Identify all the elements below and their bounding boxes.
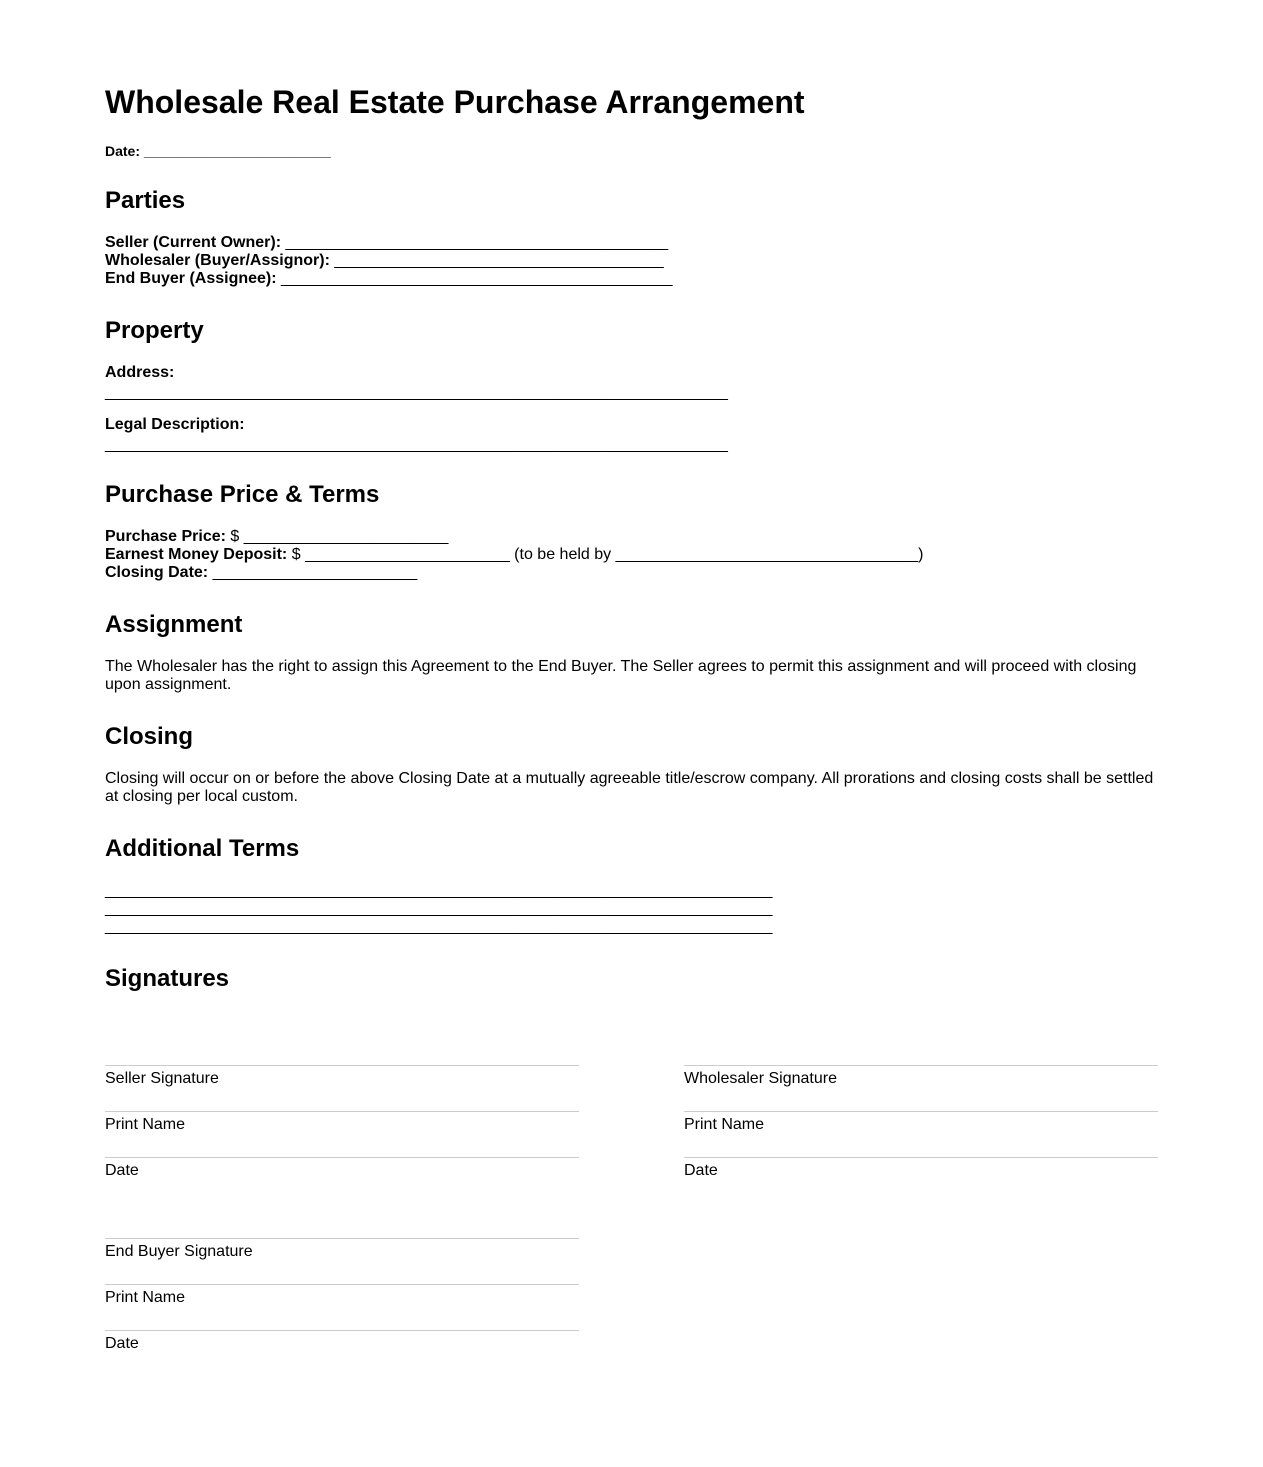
wholesaler-print-name-label: Print Name: [684, 1116, 765, 1133]
wholesaler-date-label: Date: [684, 1162, 718, 1179]
end-buyer-print-name-label: Print Name: [105, 1289, 186, 1306]
wholesaler-signature-line[interactable]: [684, 1065, 1158, 1111]
legal-description-blank[interactable]: ______________________________________________________________________: [105, 436, 728, 453]
additional-terms-lines[interactable]: [105, 882, 772, 936]
held-by-blank[interactable]: __________________________________: [615, 546, 919, 563]
section-heading-parties: Parties: [105, 187, 186, 214]
date-label: Date:: [105, 143, 141, 159]
seller-signature-line[interactable]: [105, 1065, 579, 1111]
legal-description-label: Legal Description:: [105, 416, 245, 433]
end-buyer-signature-block: [105, 1238, 579, 1376]
wholesaler-label: Wholesaler (Buyer/Assignor):: [105, 252, 330, 269]
seller-blank[interactable]: ___________________________________________: [285, 234, 669, 251]
date-field[interactable]: [105, 143, 331, 159]
address-field[interactable]: [105, 364, 728, 402]
closing-date-field[interactable]: [105, 564, 923, 582]
end-buyer-date-label: Date: [105, 1335, 139, 1352]
additional-terms-line[interactable]: ___________________________________________________________________________: [105, 900, 773, 917]
earnest-money-field[interactable]: [105, 546, 923, 564]
wholesaler-signature-label: Wholesaler Signature: [684, 1070, 837, 1087]
dollar-sign: $: [225, 528, 244, 545]
seller-print-name-line[interactable]: [105, 1111, 579, 1157]
purchase-price-label: Purchase Price:: [105, 528, 226, 545]
end-buyer-print-name-line[interactable]: [105, 1284, 579, 1330]
earnest-money-blank[interactable]: _______________________: [305, 546, 510, 563]
closing-text: Closing will occur on or before the above Closing Date at a mutually agreeable title/escrow company. All prorations and closing costs shall be settled at closing per local custom.: [105, 770, 1154, 805]
wholesaler-blank[interactable]: _____________________________________: [334, 252, 664, 269]
parties-fields: [105, 234, 673, 288]
seller-date-label: Date: [105, 1162, 139, 1179]
wholesaler-date-line[interactable]: [684, 1157, 1158, 1203]
seller-signature-block: [105, 1065, 579, 1203]
section-heading-assignment: Assignment: [105, 611, 243, 638]
end-buyer-field[interactable]: [105, 270, 673, 288]
section-heading-purchase-terms: Purchase Price & Terms: [105, 481, 380, 508]
section-heading-closing: Closing: [105, 723, 193, 750]
dollar-sign: $: [287, 546, 306, 563]
assignment-text: The Wholesaler has the right to assign this Agreement to the End Buyer. The Seller agrees to permit this assignment and will proceed with closing upon assignment.: [105, 658, 1137, 693]
end-buyer-label: End Buyer (Assignee):: [105, 270, 277, 287]
document-title: Wholesale Real Estate Purchase Arrangement: [105, 84, 805, 120]
legal-description-field[interactable]: [105, 416, 728, 454]
additional-terms-line[interactable]: ___________________________________________________________________________: [105, 882, 773, 899]
closing-date-label: Closing Date:: [105, 564, 209, 581]
held-by-label: (to be held by: [509, 546, 616, 563]
end-buyer-signature-label: End Buyer Signature: [105, 1243, 253, 1260]
end-buyer-signature-line[interactable]: [105, 1238, 579, 1284]
address-label: Address:: [105, 364, 175, 381]
purchase-price-field[interactable]: [105, 528, 923, 546]
closing-date-blank[interactable]: _______________________: [208, 564, 418, 581]
seller-print-name-label: Print Name: [105, 1116, 186, 1133]
earnest-money-label: Earnest Money Deposit:: [105, 546, 288, 563]
section-heading-signatures: Signatures: [105, 965, 230, 992]
end-buyer-blank[interactable]: ____________________________________________: [281, 270, 673, 287]
wholesaler-field[interactable]: [105, 252, 673, 270]
seller-label: Seller (Current Owner):: [105, 234, 282, 251]
seller-date-line[interactable]: [105, 1157, 579, 1203]
seller-field[interactable]: [105, 234, 673, 252]
wholesaler-print-name-line[interactable]: [684, 1111, 1158, 1157]
wholesaler-signature-block: [684, 1065, 1158, 1203]
date-blank[interactable]: ________________________: [143, 143, 331, 159]
purchase-fields: [105, 528, 923, 582]
section-heading-property: Property: [105, 317, 204, 344]
purchase-price-blank[interactable]: _______________________: [243, 528, 449, 545]
agreement-document: [105, 0, 1158, 1352]
end-buyer-date-line[interactable]: [105, 1330, 579, 1376]
held-by-close-paren: ): [918, 546, 924, 563]
seller-signature-label: Seller Signature: [105, 1070, 219, 1087]
additional-terms-line[interactable]: ___________________________________________________________________________: [105, 918, 773, 935]
address-blank[interactable]: ______________________________________________________________________: [105, 384, 728, 401]
section-heading-additional-terms: Additional Terms: [105, 835, 300, 862]
